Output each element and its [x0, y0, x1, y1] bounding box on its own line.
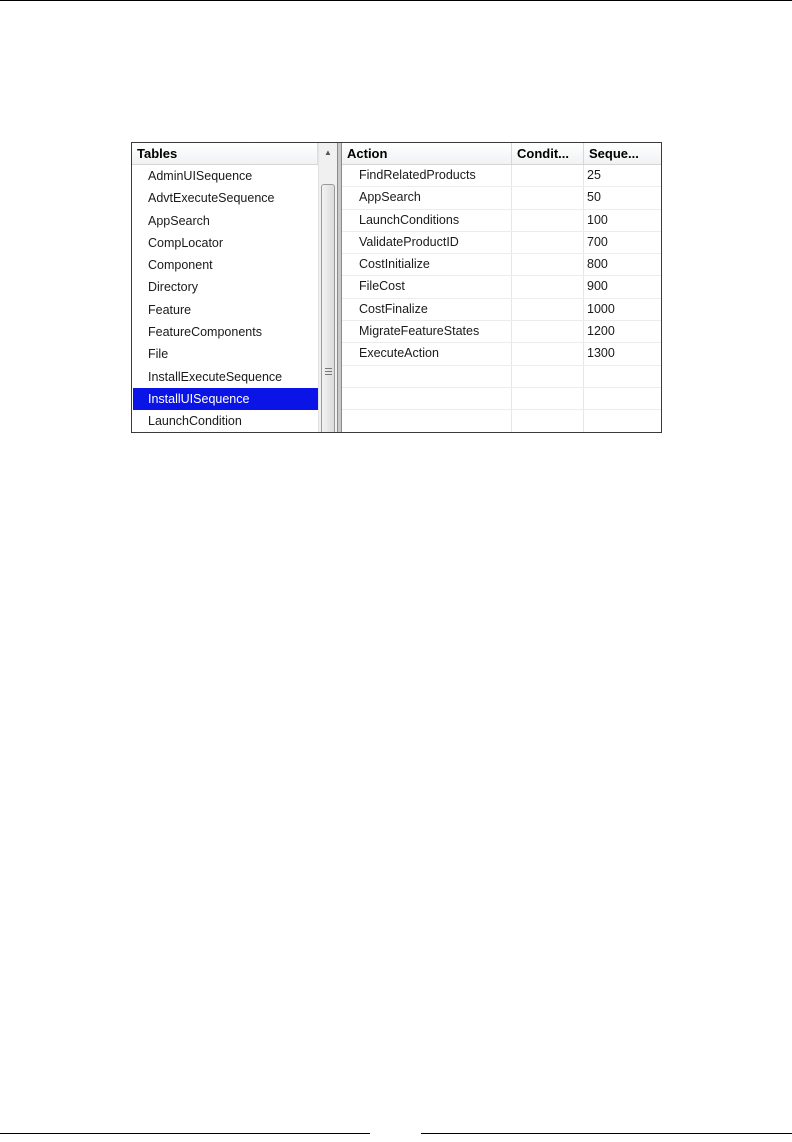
scroll-thumb[interactable]: [321, 184, 335, 433]
condition-cell[interactable]: [512, 321, 584, 342]
sequence-cell[interactable]: 25: [587, 168, 601, 182]
table-list-item[interactable]: Component: [148, 258, 213, 273]
condition-cell[interactable]: [512, 343, 584, 364]
action-cell[interactable]: CostInitialize: [342, 254, 512, 275]
action-cell[interactable]: [342, 366, 512, 387]
condition-cell[interactable]: [512, 254, 584, 275]
tables-list: [132, 165, 318, 433]
table-list-item[interactable]: AppSearch: [148, 213, 210, 228]
page-bottom-rule-right: [421, 1133, 792, 1134]
sequence-cell[interactable]: 50: [587, 190, 601, 205]
action-cell[interactable]: ValidateProductID: [342, 232, 512, 253]
action-cell[interactable]: [342, 410, 512, 431]
table-row[interactable]: [342, 410, 661, 432]
table-row[interactable]: [342, 232, 661, 254]
action-cell[interactable]: FindRelatedProducts: [342, 165, 512, 186]
sequence-cell[interactable]: 900: [587, 279, 608, 294]
condition-cell[interactable]: [512, 210, 584, 231]
condition-cell[interactable]: [512, 187, 584, 208]
table-row[interactable]: [342, 321, 661, 343]
table-list-item[interactable]: Directory: [148, 280, 199, 295]
column-header-sequence[interactable]: Seque...: [589, 146, 639, 161]
table-row[interactable]: [342, 165, 661, 187]
tables-scrollbar[interactable]: [318, 143, 337, 432]
page-bottom-rule-left: [0, 1133, 370, 1134]
grid-header: [342, 143, 661, 165]
sequence-cell[interactable]: 800: [587, 257, 608, 272]
table-row[interactable]: [342, 388, 661, 410]
table-list-item[interactable]: File: [148, 347, 169, 362]
condition-cell[interactable]: [512, 366, 584, 387]
tables-header[interactable]: Tables: [132, 143, 318, 165]
sequence-cell[interactable]: [584, 388, 661, 409]
sequence-cell[interactable]: 700: [587, 234, 608, 249]
action-cell[interactable]: MigrateFeatureStates: [342, 321, 512, 342]
action-cell[interactable]: [342, 388, 512, 409]
action-cell[interactable]: LaunchConditions: [342, 210, 512, 231]
chevron-up-icon[interactable]: ▲: [324, 147, 332, 157]
table-row[interactable]: [342, 366, 661, 388]
table-list-item[interactable]: InstallUISequence: [133, 388, 318, 410]
sequence-cell[interactable]: [584, 410, 661, 431]
sequence-cell[interactable]: 1200: [587, 324, 615, 339]
table-list-item[interactable]: AdminUISequence: [148, 169, 253, 183]
table-list-item[interactable]: FeatureComponents: [148, 325, 262, 340]
table-row[interactable]: [342, 299, 661, 321]
column-header-action[interactable]: Action: [342, 143, 512, 164]
grip-lines-icon: [325, 368, 332, 375]
msi-table-editor: [131, 142, 662, 433]
table-list-item[interactable]: Feature: [148, 302, 192, 317]
table-row[interactable]: [342, 210, 661, 232]
table-row[interactable]: [342, 276, 661, 298]
table-list-item[interactable]: CompLocator: [148, 235, 224, 250]
condition-cell[interactable]: [512, 232, 584, 253]
table-list-item[interactable]: InstallExecuteSequence: [148, 369, 283, 384]
action-cell[interactable]: CostFinalize: [342, 299, 512, 320]
sequence-cell[interactable]: 1000: [587, 301, 615, 316]
tables-pane: [132, 143, 337, 432]
table-row[interactable]: [342, 254, 661, 276]
column-header-condition[interactable]: Condit...: [512, 143, 584, 164]
condition-cell[interactable]: [512, 165, 584, 186]
sequence-cell[interactable]: [584, 366, 661, 387]
sequence-cell[interactable]: 1300: [587, 346, 615, 361]
condition-cell[interactable]: [512, 299, 584, 320]
sequence-grid: [342, 143, 661, 432]
page-top-rule: [0, 0, 792, 1]
table-list-item[interactable]: AdvtExecuteSequence: [148, 191, 275, 206]
table-row[interactable]: [342, 187, 661, 209]
action-cell[interactable]: ExecuteAction: [342, 343, 512, 364]
condition-cell[interactable]: [512, 388, 584, 409]
table-row[interactable]: [342, 343, 661, 365]
action-cell[interactable]: FileCost: [342, 276, 512, 297]
condition-cell[interactable]: [512, 276, 584, 297]
action-cell[interactable]: AppSearch: [342, 187, 512, 208]
grid-body: [342, 165, 661, 433]
condition-cell[interactable]: [512, 410, 584, 431]
sequence-cell[interactable]: 100: [587, 212, 608, 227]
table-list-item[interactable]: LaunchCondition: [148, 414, 242, 429]
